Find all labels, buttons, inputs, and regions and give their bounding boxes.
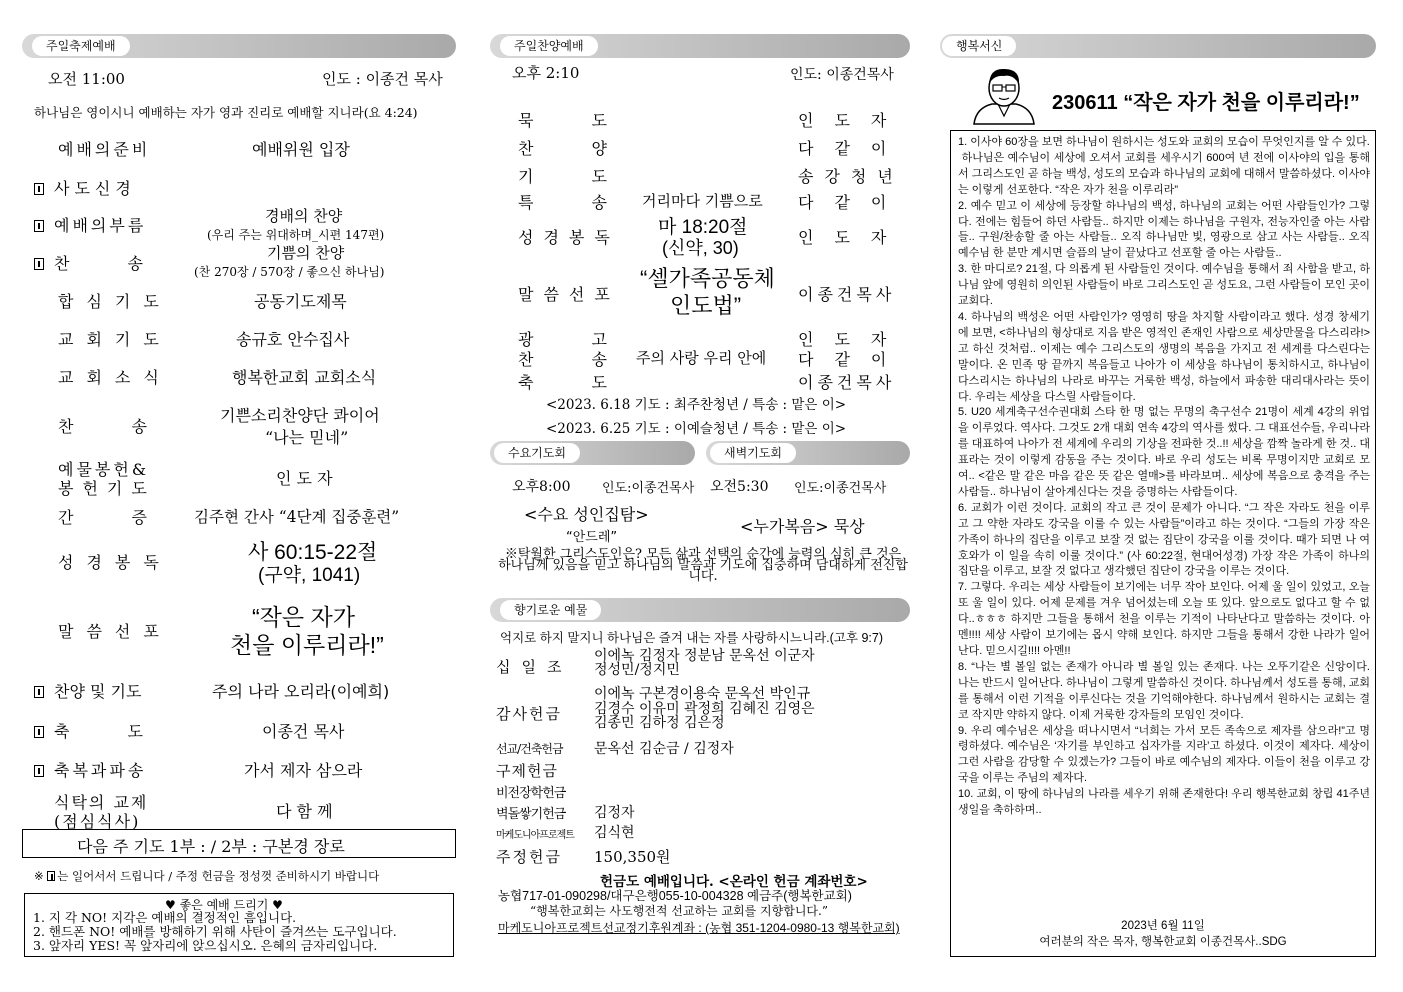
etiquette-item: 3. 앞자리 YES! 꼭 앞자리에 앉으십시오. 은혜의 금자리입니다. (33, 938, 378, 953)
order-content: 예배위원 입장 (252, 140, 350, 159)
stand-icon (34, 220, 44, 232)
order-content: 주의 사랑 우리 안에 (636, 349, 767, 367)
order-right: 이종건목사 (798, 373, 896, 392)
etiquette-item: 1. 지 각 NO! 지각은 예배의 결정적인 흠입니다. (33, 910, 297, 925)
order-right: 이종건목사 (798, 285, 896, 304)
order-label: 식탁의 교제 (54, 793, 149, 812)
duty-schedule: <2023. 6.18 기도 : 최주찬청년 / 특송 : 맡은 이> (546, 397, 847, 413)
dawn-time: 오전5:30 (710, 479, 769, 495)
dawn-title: <누가복음> 묵상 (740, 517, 865, 536)
section-header (490, 441, 695, 465)
offering-names: 이에녹 구본경이용숙 문옥선 박인규 (594, 686, 811, 702)
order-label: 축복과파송 (54, 761, 147, 780)
section-title: 향기로운 예물 (500, 600, 601, 620)
service-leader: 인도 : 이종건 목사 (322, 70, 443, 88)
sermon-title: “작은 자가 (252, 604, 355, 630)
order-label: 예배의부름 (54, 216, 147, 235)
order-right: 다같이 (798, 350, 908, 369)
section-header (490, 598, 910, 622)
order-label: 교회소식 (58, 368, 172, 387)
order-content: 행복한교회 교회소식 (232, 368, 377, 387)
order-label: (점심식사) (54, 812, 141, 831)
section-title: 수요기도회 (494, 443, 580, 463)
order-sub: (우리 주는 위대하며_시편 147편) (207, 228, 385, 242)
offering-label: 구제헌금 (496, 762, 558, 780)
stand-note-text: 는 일어서서 드립니다 / 주정 헌금을 정성껏 준비하시기 바랍니다 (57, 869, 380, 883)
order-row-standing (34, 251, 201, 274)
stand-icon (34, 686, 44, 698)
stand-note: ※ 는 일어서서 드립니다 / 주정 헌금을 정성껏 준비하시기 바랍니다 (34, 869, 380, 883)
sermon-title: “셀가족공동체 (640, 266, 775, 291)
etiquette-item: 2. 핸드폰 NO! 예배를 방해하기 위해 사탄이 즐겨쓰는 도구입니다. (33, 924, 397, 939)
order-right: 인도자 (798, 330, 908, 349)
letter-date: 2023년 6월 11일 (1121, 920, 1205, 932)
column-sunday-worship (22, 0, 456, 992)
order-label: 찬송 (54, 254, 201, 273)
offering-names: 정성민/정지민 (594, 662, 680, 678)
section-title: 주일축제예배 (32, 36, 130, 56)
order-label: 말씀선포 (58, 622, 172, 641)
section-title: 새벽기도회 (710, 443, 796, 463)
order-label: 말씀선포 (518, 285, 620, 304)
offering-label: 주정헌금 (496, 848, 562, 866)
order-content: 인 도 자 (276, 469, 333, 488)
column-pastor-letter (940, 0, 1376, 992)
offering-names: 이에녹 김정자 정분남 문옥선 이군자 (594, 648, 815, 664)
stand-icon (34, 258, 44, 270)
order-content: 가서 제자 삼으라 (244, 761, 363, 780)
faith-note: ※탁월한 그리스도인은? 모든 삶과 선택의 순간에 능력의 심히 큰 것은 하나님께 있음을 믿고 하나님의 말씀과 기도에 집중하며 담대하게 전진합니다. (498, 547, 908, 584)
order-content: 다 함 께 (276, 802, 333, 821)
order-content: (구약, 1041) (258, 565, 361, 586)
offering-names: 문옥선 김순금 / 김정자 (594, 741, 734, 757)
sermon-title: 인도법” (670, 293, 742, 318)
next-prayer: 다음 주 기도 1부 : / 2부 : 구본경 장로 (77, 837, 345, 856)
dawn-leader: 인도:이종건목사 (794, 481, 887, 496)
offering-label: 감사헌금 (496, 705, 562, 723)
order-content: 송규호 안수집사 (236, 330, 350, 349)
order-content: 김주현 간사 “4단계 집중훈련” (194, 508, 400, 526)
offering-total: 150,350원 (594, 848, 671, 866)
service-leader: 인도: 이종건목사 (790, 67, 894, 83)
column-afternoon-worship (490, 0, 910, 992)
order-row-standing (34, 176, 136, 199)
order-content: 기쁨의 찬양 (267, 244, 345, 262)
order-content: 사 60:15-22절 (248, 541, 378, 564)
wed-leader: 인도:이종건목사 (602, 481, 695, 496)
order-label: 합심기도 (58, 292, 172, 311)
offering-label: 십일조 (496, 658, 573, 676)
macedonia-account: 마케도니아프로젝트선교정기후원계좌 : (농협 351-1204-0980-13 행복한교회) (498, 921, 900, 935)
letter-body: 1. 이사야 60장을 보면 하나님이 원하시는 성도와 교회의 모습이 무엇인지를 알 수 있다. 하나님은 예수님이 세상에 오셔서 교회를 세우시기 600여 년 전에 이사야의 입을 통해서 그리스도인 곧 하늘 백성, 성도의 모습과 하나님의 교회에 대해서 말씀하셨다. 이사야는 이렇게 선포한다. “작은 자가 천을 이루리라” 2. 예수 믿고 이 세상에 등장할 하나님의 백성, 하나님의 교회는 어떤 사람들인가? 그렇다. 전에는 힘들어 하던 사람들.. 하지만 이제는 하나님을 구원자, 전능자인줄 아는 사람들.. 구원/찬송할 줄 아는 사람들.. 오직 하나님만 빛, 영광으로 삼고 사는 사람들.. 오직 예수님 한 분만 계시면 슬픔의 날이 끝났다고 선포할 줄 아는 사람들.. 3. 한 마디로? 21절, 다 의롭게 된 사람들인 것이다. 예수님을 통해서 죄 사함을 받고, 하나님 앞에 영원히 의인된 사람들이 바로 그리스도인 곧 성도요, 그런 사람들이 모인 곳이 교회다. 4. 하나님의 백성은 어떤 사람인가? 영영히 땅을 차지할 사람이라고 했다. 성경 창세기에 보면, <하나님의 형상대로 지음 받은 영적인 존재인 사람으로 세상만물을 다스리라!>고 하신 것처럼.. 이제는 예수 그리스도의 생명의 복음을 가지고 전 세계를 다스린다는 말이다. 온 민족 땅 끝까지 복음들고 나아가 이 세상을 하나님이 통치하시고, 하나님이 다스리시는 하나님의 나라로 바꾸는 거룩한 백성, 하늘에서 파송한 대리대사라는 뜻이다. 우리는 세상을 다스릴 사람들이다. 5. U20 세계축구선수권대회 스타 한 명 없는 무명의 축구선수 21명이 세계 4강의 위업을 이루었다. 역사다. 그것도 2개 대회 연속 4강의 역사를 썼다. 그 대표선수들, 우리나라를 대표하여 나아가 전 세계에 우리의 기상을 전파한 것..!! 세상을 깜짝 놀라게 한 것.. 대표라는 것이 이렇게 감동을 주는 것이다. 바로 우리 성도는 비록 무명이지만 교회로 모여.. <같은 말 같은 마음 같은 뜻 같은 열매>를 바라보며.. 세상에 복음으로 충격을 주는 사람들.. 하나님이 살아계신다는 것을 증명하는 사람들이다. 6. 교회가 이런 것이다. 교회의 작고 큰 것이 문제가 아니다. “그 작은 자라도 천을 이루고 그 약한 자라도 강국을 이룰 수 있는 사람들”이라고 하는 것이다. “그들의 가장 작은 가족이 하나의 집단을 이루고 보잘 것 없는 집단이 강국을 이룰 것이다. 때가 되면 나 여호와가 이 일을 속히 이룰 것이다.” (사 60:22절, 현대어성경) 가장 작은 가족이 하나의 집단을 이루고, 보잘 것 없다고 생각했던 집단이 강국을 이루는 것이다. 7. 그렇다. 우리는 세상 사람들이 보기에는 너무 작아 보인다. 어제 울 일이 있었고, 오늘 또 울 일이 있다. 어제 문제를 겨우 넘어섰는데 오늘 또 있다. 앞으로도 없다고 할 수 없다..ㅎㅎㅎ 하지만 그들을 통해서 천을 이루는 기적이 나타난다고 말씀하는 것이다. 아멘!!!! 세상 사람이 보기에는 몹시 약해 보인다. 하지만 그들을 통해서 강한 나라가 일어난다. 믿으시길!!!! 아멘!! 8. “나는 별 볼일 없는 존재가 아니라 별 볼일 있는 존재다. 나는 오뚜기같은 신앙이다. 나는 반드시 일어난다. 하나님이 그렇게 말씀하신 것이다. 하나님께서 성도를 통해, 교회를 통해서 이런 기적을 이루신다는 것을 기억해야한다. 하나님께서 원하시는 교회는 결코 작지만 약하지 않다. 이제 거룩한 강자들의 모임인 것이다. 9. 우리 예수님은 세상을 떠나시면서 “너희는 가서 모든 족속으로 제자를 삼으라!”고 명령하셨다. 예수님은 ‘자기를 부인하고 십자가를 지라’고 하셨다. 이것이 제자다. 세상이 그런 사람을 감당할 수 있겠는가? 그들이 바로 예수님의 제자다. 이들이 천을 이루고 강국을 이루는 주님의 제자다. 10. 교회, 이 땅에 하나님의 나라를 세우기 위해 존재한다! 우리 행복한교회 창립 41주년 생일을 축하하며.. (958, 136, 1370, 817)
order-content: “나는 믿네” (265, 428, 349, 447)
order-label: 봉헌기도 (58, 479, 156, 498)
order-row-standing (34, 719, 201, 742)
offering-names: 김식현 (594, 825, 635, 841)
order-label: 특송 (518, 193, 665, 212)
order-label: 성경봉독 (58, 553, 172, 572)
section-header (490, 34, 910, 58)
order-label: 교회기도 (58, 330, 172, 349)
order-content: 마 18:20절 (658, 217, 748, 238)
order-content: 거리마다 기쁨으로 (642, 192, 763, 210)
order-row-standing (34, 679, 141, 702)
order-label: 찬송 (58, 417, 205, 436)
worship-etiquette-box (24, 893, 454, 957)
section-header (22, 34, 456, 58)
letter-signature: 여러분의 작은 목자, 행복한교회 이종건목사..SDG (1039, 936, 1287, 948)
offering-verse: 억지로 하지 말지니 하나님은 즐겨 내는 자를 사랑하시느니라.(고후 9:7) (500, 631, 883, 645)
order-label: 예배의준비 (58, 140, 151, 159)
stand-icon (34, 183, 44, 195)
order-content: 경배의 찬양 (265, 207, 343, 225)
order-label: 찬송 (518, 350, 665, 369)
section-header (706, 441, 910, 465)
offering-names: 김종민 김하정 김은정 (594, 715, 725, 731)
stand-icon (34, 726, 44, 738)
service-time: 오전 11:00 (48, 70, 125, 88)
section-title: 주일찬양예배 (500, 36, 598, 56)
order-label: 묵도 (518, 111, 665, 130)
order-label: 기도 (518, 167, 665, 186)
wed-sub: “안드레” (566, 530, 618, 545)
sermon-title: 천을 이루리라!” (230, 632, 384, 658)
mission-statement: “행복한교회는 사도행전적 선교하는 교회를 지향합니다.” (530, 904, 828, 918)
order-row-standing (34, 758, 146, 781)
service-time: 오후 2:10 (512, 64, 580, 82)
next-prayer-box (22, 829, 456, 858)
order-label: 찬양 및 기도 (54, 682, 142, 701)
order-content: 공동기도제목 (254, 292, 347, 311)
order-sub: (찬 270장 / 570장 / 좋으신 하나님) (194, 265, 385, 279)
order-label: 간증 (58, 508, 205, 527)
order-content: 기쁜소리찬양단 콰이어 (220, 406, 380, 425)
bank-info: 농협717-01-090298/대구은행055-10-004328 예금주(행복한교회) (498, 889, 852, 903)
order-right: 다같이 (798, 193, 908, 212)
order-content: 이종건 목사 (262, 722, 345, 741)
order-label: 축도 (518, 373, 665, 392)
order-label: 광고 (518, 330, 665, 349)
section-header (940, 34, 1376, 58)
letter-title: 230611 “작은 자가 천을 이루리라!” (1052, 92, 1360, 114)
bank-title: 헌금도 예배입니다. <온라인 헌금 계좌번호> (600, 874, 868, 890)
offering-names: 김경수 이유미 곽정희 김혜진 김영은 (594, 701, 815, 717)
order-right: 인도자 (798, 228, 908, 247)
letter-box (950, 130, 1376, 957)
offering-label: 벽돌쌓기헌금 (496, 807, 566, 822)
order-label: 성경봉독 (518, 228, 620, 247)
stand-icon (47, 871, 55, 881)
stand-icon (34, 765, 44, 777)
offering-label: 비전장학헌금 (496, 786, 566, 801)
offering-names: 김정자 (594, 805, 635, 821)
order-content: (신약, 30) (662, 238, 739, 258)
order-row-standing (34, 213, 146, 236)
order-label: 예물봉헌& (58, 460, 150, 479)
section-title: 행복서신 (942, 36, 1016, 56)
offering-label: 선교/건축헌금 (496, 742, 563, 756)
offering-label: 마케도니아프로젝트 (496, 830, 574, 841)
pastor-portrait-icon (968, 64, 1040, 126)
order-right: 인도자 (798, 111, 908, 130)
order-right: 송강청년 (798, 167, 904, 186)
scripture-intro: 하나님은 영이시니 예배하는 자가 영과 진리로 예배할 지니라(요 4:24) (34, 105, 418, 120)
order-label: 찬양 (518, 139, 665, 158)
wed-title: <수요 성인집탐> (524, 505, 649, 524)
order-label: 축도 (54, 722, 201, 741)
wed-time: 오후8:00 (512, 479, 571, 495)
etiquette-title: ♥ 좋은 예배 드리기 ♥ (165, 898, 283, 912)
order-right: 다같이 (798, 139, 908, 158)
order-content: 주의 나라 오리라(이예희) (212, 682, 390, 701)
order-label: 사도신경 (54, 179, 136, 198)
duty-schedule: <2023. 6.25 기도 : 이예슬청년 / 특송 : 맡은 이> (546, 421, 847, 437)
